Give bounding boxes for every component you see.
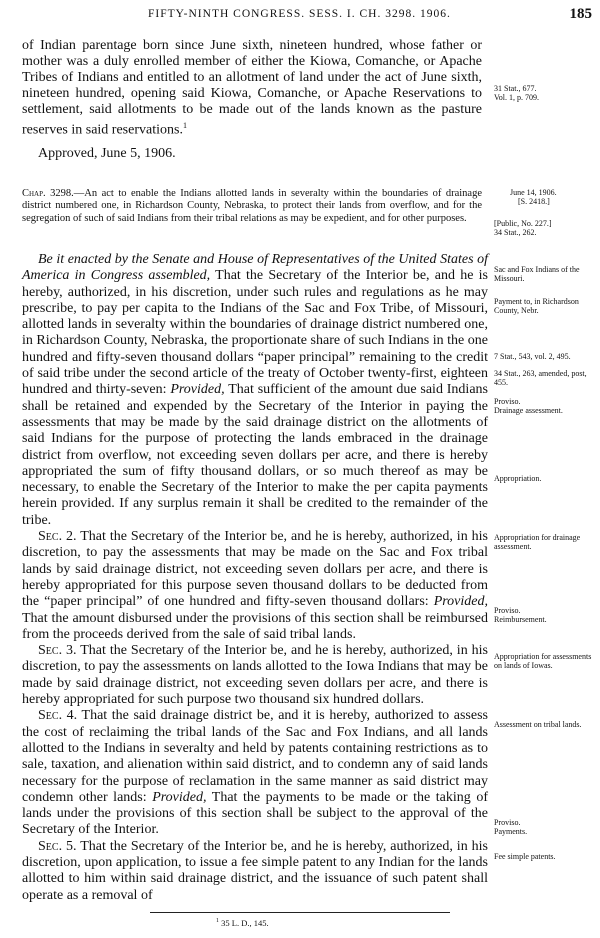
margin-stat-ref-3: 7 Stat., 543, vol. 2, 495. xyxy=(494,352,571,361)
margin-senate-bill: [S. 2418.] xyxy=(518,197,550,206)
margin-approp-drainage: Appropriation for drainage assessment. xyxy=(494,533,581,551)
enacting-clause: Be it enacted by the Senate and House of Representatives of the United States of America in Congress assembled, xyxy=(22,252,488,284)
section-1-text-a: That the Secretary of the Interior be, and he is hereby, authorized, in his discretion, under such rules and regulations as he may prescribe, to pay per capita to the Indians of the Sac and Fox Tribe, of Missouri, allotted lands in severalty within the boundaries of drainage district numbered one, in Richardson County, Nebraska, the proportionate share of such Indians in the one hundred and fifty-seven thousand dollars “paper principal” remaining to the credit of said tribe under the second article of the treaty of October twenty-first, eighteen hundred and thirty-seven: xyxy=(22,268,488,398)
section-1 xyxy=(22,252,488,529)
section-3-text: That the Secretary of the Interior be, and he is hereby, authorized, in his discretion, to pay the assessments on lands allotted to the Iowa Indians that may be made by said drainage district, not exceeding seven dollars per acre, and there is hereby appropriated for such purpose two thousand six hundred dollars. xyxy=(22,643,488,708)
section-4-text-b: That the payments to be made or the taking of lands under the provisions of this section shall be subject to the approval of the Secretary of the Interior. xyxy=(22,789,488,838)
footnote-text: 35 L. D., 145. xyxy=(219,918,269,928)
section-4 xyxy=(22,708,488,838)
margin-assessment-tribal: Assessment on tribal lands. xyxy=(494,720,582,729)
section-5-label: Sec. 5. xyxy=(38,838,77,854)
section-5-text: That the Secretary of the Interior be, and he is hereby, authorized, in his discretion, upon application, to issue a fee simple patent to any Indian for the lands allotted to him within said drainage district, and the issuance of such patent shall operate as a removal of xyxy=(22,838,488,903)
chapter-heading xyxy=(22,188,482,225)
footnote-ref: 1 xyxy=(182,121,187,130)
margin-stat-vol: 34 Stat., 262. xyxy=(494,228,537,237)
margin-proviso-1: Proviso. xyxy=(494,397,521,406)
margin-payment: Payment to, in Richardson County, Nebr. xyxy=(494,297,579,315)
margin-sac-fox: Sac and Fox Indians of the Missouri. xyxy=(494,265,580,283)
section-2-proviso: Provided, xyxy=(433,594,488,610)
margin-appropriation: Appropriation. xyxy=(494,474,542,483)
footnote-marker: 1 xyxy=(216,918,219,925)
margin-proviso-3: Proviso. xyxy=(494,818,521,827)
section-4-proviso: Provided, xyxy=(152,789,207,805)
footnote-divider xyxy=(150,912,450,913)
section-2-label: Sec. 2. xyxy=(38,529,77,545)
margin-payments: Payments. xyxy=(494,827,528,836)
margin-reimbursement: Reimbursement. xyxy=(494,615,547,624)
margin-stat-ref-2: Vol. 1, p. 709. xyxy=(494,93,539,102)
section-5 xyxy=(22,839,488,904)
section-4-text-a: That the said drainage district be, and it is hereby, authorized to assess the cost of reclaiming the tribal lands of the Sac and Fox Indians, and all lands allotted to the Indians in severalty and held by patents containing restrictions as to sale, taxation, and alienation within said district, and to condemn any of said lands necessary for the purpose of reclamation in the same manner as said district may condemn other lands: xyxy=(22,708,488,805)
chapter-label: Chap. 3298. xyxy=(22,188,74,199)
page-number: 185 xyxy=(569,6,592,22)
margin-proviso-2: Proviso. xyxy=(494,606,521,615)
section-2 xyxy=(22,529,488,643)
margin-public-no: [Public, No. 227.] xyxy=(494,219,552,228)
section-1-text-b: That sufficient of the amount due said Indians shall be retained and expended by the Secretary of the Interior in paying the assessments that may be made by the said drainage district on the allotments of said Indians for the purpose of protecting the lands embraced in the drainage district from overflow, not exceeding seven dollars per acre, and there is hereby appropriated the sum of fifty thousand dollars, or so much thereof as may be necessary, to enable the Secretary of the Interior to make the per capita payments herein provided. If any surplus remain it shall be credited to the remainder of the tribe. xyxy=(22,382,488,528)
running-head: FIFTY-NINTH CONGRESS. SESS. I. CH. 3298. 1906. xyxy=(148,8,451,20)
chapter-title: —An act to enable the Indians allotted lands in severalty within the boundaries of drainage district numbered one, in Richardson County, Nebraska, to protect their lands from overflow, and for the segregation of such of said Indians from their tribal relations as may be expedient, and for other purposes. xyxy=(22,188,482,224)
margin-drainage: Drainage assessment. xyxy=(494,406,563,415)
page-header xyxy=(0,6,600,26)
section-4-label: Sec. 4. xyxy=(38,708,78,724)
margin-fee-simple: Fee simple patents. xyxy=(494,852,556,861)
margin-stat-ref-1: 31 Stat., 677. xyxy=(494,84,537,93)
section-3-label: Sec. 3. xyxy=(38,643,77,659)
footnote xyxy=(216,918,269,928)
act-body xyxy=(22,252,488,904)
section-1-proviso: Provided, xyxy=(170,382,225,398)
approval-date: Approved, June 5, 1906. xyxy=(38,146,176,161)
margin-date: June 14, 1906. xyxy=(510,188,557,197)
section-3 xyxy=(22,643,488,708)
continuation-text: of Indian parentage born since June sixth, nineteen hundred, whose father or mother was a duly enrolled member of either the Kiowa, Comanche, or Apache Tribes of Indians and entitled to an allotment of land under the act of June sixth, nineteen hundred, opening said Kiowa, Comanche, or Apache Reservations to settlement, said allotments to be made out of the lands known as the pasture reserves in said reservations. xyxy=(22,38,482,138)
margin-approp-iowa: Appropriation for assessments on lands of Iowas. xyxy=(494,652,592,670)
margin-stat-ref-4: 34 Stat., 263, amended, post, 455. xyxy=(494,369,587,387)
section-2-text-a: That the Secretary of the Interior be, and he is hereby, authorized, in his discretion, to pay the assessments that may be made on the Sac and Fox tribal lands by said drainage district, not exceeding seven dollars per acre, and there is hereby appropriated for this purpose seven thousand dollars to be deducted from the “paper principal” of one hundred and fifty-seven thousand dollars: xyxy=(22,529,488,610)
section-2-text-b: That the amount disbursed under the provisions of this section shall be reimbursed from the proceeds derived from the sale of said tribal lands. xyxy=(22,610,488,642)
continuation-paragraph xyxy=(22,38,482,139)
